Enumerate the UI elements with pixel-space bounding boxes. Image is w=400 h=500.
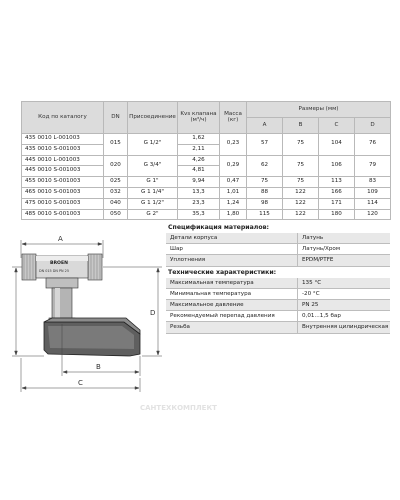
row-code: 485 0010 S-001003: [22, 209, 104, 220]
specs-row: [166, 300, 390, 311]
header-mass-text: Масса (кг): [224, 110, 242, 123]
specs-value: 0,01...1,5 бар: [298, 311, 391, 322]
materials-value: EPDM/PTFE: [298, 255, 391, 266]
specs-key: Резьба: [166, 322, 298, 333]
materials-key: Шар: [166, 244, 298, 255]
row-dim-b: 122: [283, 209, 319, 220]
row-dim-c: 106: [319, 155, 355, 177]
row-dn: 025: [104, 177, 128, 188]
dimension-d-label: D: [150, 309, 156, 317]
specs-value: 135 °C: [298, 278, 391, 289]
row-kvs: 13,3: [178, 187, 220, 198]
row-code: 445 0010 L-001003: [22, 155, 104, 166]
row-dn: 032: [104, 187, 128, 198]
header-kvs-text: Kvs клапана (м³/ч): [180, 110, 217, 123]
row-dim-b: 122: [283, 187, 319, 198]
specs-value: Внутренняя цилиндрическая: [298, 322, 391, 333]
row-code: 465 0010 S-001003: [22, 187, 104, 198]
row-connection: G 1": [128, 177, 178, 188]
header-code: Код по каталогу: [22, 102, 104, 134]
row-kvs: 2,11: [178, 144, 220, 155]
row-dn: 020: [104, 155, 128, 177]
materials-row: [166, 233, 390, 244]
row-connection: G 1 1/2": [128, 198, 178, 209]
specs-title: Технические характеристики:: [168, 268, 277, 276]
lever-handle: [44, 318, 140, 356]
row-code: 445 0010 S-001003: [22, 166, 104, 177]
row-connection: G 3/4": [128, 155, 178, 177]
row-kvs: 35,3: [178, 209, 220, 220]
row-connection: G 1 1/4": [128, 187, 178, 198]
materials-key: Уплотнения: [166, 255, 298, 266]
row-dn: 040: [104, 198, 128, 209]
table-row: [22, 209, 391, 220]
specs-key: Максимальное давление: [166, 300, 298, 311]
dimension-c-label: C: [78, 379, 83, 387]
specs-value: -20 °C: [298, 288, 391, 299]
row-dim-c: 166: [319, 187, 355, 198]
table-row: [22, 155, 391, 166]
header-mass: [220, 102, 247, 134]
dimension-a-label: A: [58, 235, 63, 243]
row-dim-c: 104: [319, 134, 355, 156]
specs-key: Максимальная температура: [166, 278, 298, 289]
row-dim-c: 171: [319, 198, 355, 209]
specs-row: [166, 278, 390, 289]
row-dim-a: 98: [247, 198, 283, 209]
row-code: 435 0010 L-001003: [22, 134, 104, 145]
row-dn: 015: [104, 134, 128, 156]
row-dim-d: 76: [355, 134, 391, 156]
catalog-table: [21, 101, 391, 220]
row-dim-d: 83: [355, 177, 391, 188]
row-dim-d: 79: [355, 155, 391, 177]
table-row: [22, 187, 391, 198]
row-dim-a: 62: [247, 155, 283, 177]
specs-row: [166, 311, 390, 322]
materials-row: [166, 244, 390, 255]
materials-value: Латунь/Хром: [298, 244, 391, 255]
specs-row: [166, 322, 390, 333]
dimension-c: [12, 267, 44, 356]
row-dim-a: 75: [247, 177, 283, 188]
row-mass: 1,80: [220, 209, 247, 220]
header-dim-c: C: [319, 118, 355, 134]
row-dim-b: 75: [283, 134, 319, 156]
dimension-b-label: B: [96, 363, 101, 371]
header-kvs: [178, 102, 220, 134]
row-dim-c: 113: [319, 177, 355, 188]
watermark: САНТЕХКОМПЛЕКТ: [140, 404, 217, 412]
specs-table: [166, 278, 390, 334]
header-dim-a: A: [247, 118, 283, 134]
body-marking: DN 015 DN PN 25: [39, 269, 69, 273]
materials-table: [166, 233, 390, 267]
row-dim-b: 122: [283, 198, 319, 209]
row-dn: 050: [104, 209, 128, 220]
table-row: [22, 198, 391, 209]
row-mass: 1,01: [220, 187, 247, 198]
table-row: [22, 177, 391, 188]
header-dim-b: B: [283, 118, 319, 134]
row-kvs: 4,26: [178, 155, 220, 166]
row-dim-a: 57: [247, 134, 283, 156]
row-code: 475 0010 S-001003: [22, 198, 104, 209]
header-dn: DN: [104, 102, 128, 134]
row-mass: 1,24: [220, 198, 247, 209]
row-dim-a: 88: [247, 187, 283, 198]
row-kvs: 1,62: [178, 134, 220, 145]
materials-key: Детали корпуса: [166, 233, 298, 244]
materials-title: Спецификация материалов:: [168, 224, 269, 231]
header-dims: Размеры (мм): [247, 102, 391, 118]
materials-value: Латунь: [298, 233, 391, 244]
row-mass: 0,47: [220, 177, 247, 188]
row-dim-a: 115: [247, 209, 283, 220]
row-dim-d: 120: [355, 209, 391, 220]
row-mass: 0,23: [220, 134, 247, 156]
specs-key: Рекомендуемый перепад давления: [166, 311, 298, 322]
row-dim-c: 180: [319, 209, 355, 220]
specs-row: [166, 288, 390, 299]
materials-row: [166, 255, 390, 266]
row-connection: G 1/2": [128, 134, 178, 156]
row-connection: G 2": [128, 209, 178, 220]
specs-value: PN 25: [298, 300, 391, 311]
table-row: [22, 134, 391, 145]
header-dim-d: D: [355, 118, 391, 134]
row-dim-d: 109: [355, 187, 391, 198]
row-kvs: 23,3: [178, 198, 220, 209]
brand-marking: BROEN: [50, 261, 68, 266]
row-mass: 0,29: [220, 155, 247, 177]
row-dim-b: 75: [283, 177, 319, 188]
row-dim-b: 75: [283, 155, 319, 177]
row-dim-d: 114: [355, 198, 391, 209]
header-connection: Присоединение: [128, 102, 178, 134]
spec-panel: [166, 222, 390, 334]
specs-key: Минимальная температура: [166, 288, 298, 299]
row-kvs: 4,81: [178, 166, 220, 177]
row-kvs: 9,94: [178, 177, 220, 188]
row-code: 435 0010 S-001003: [22, 144, 104, 155]
row-code: 455 0010 S-001003: [22, 177, 104, 188]
